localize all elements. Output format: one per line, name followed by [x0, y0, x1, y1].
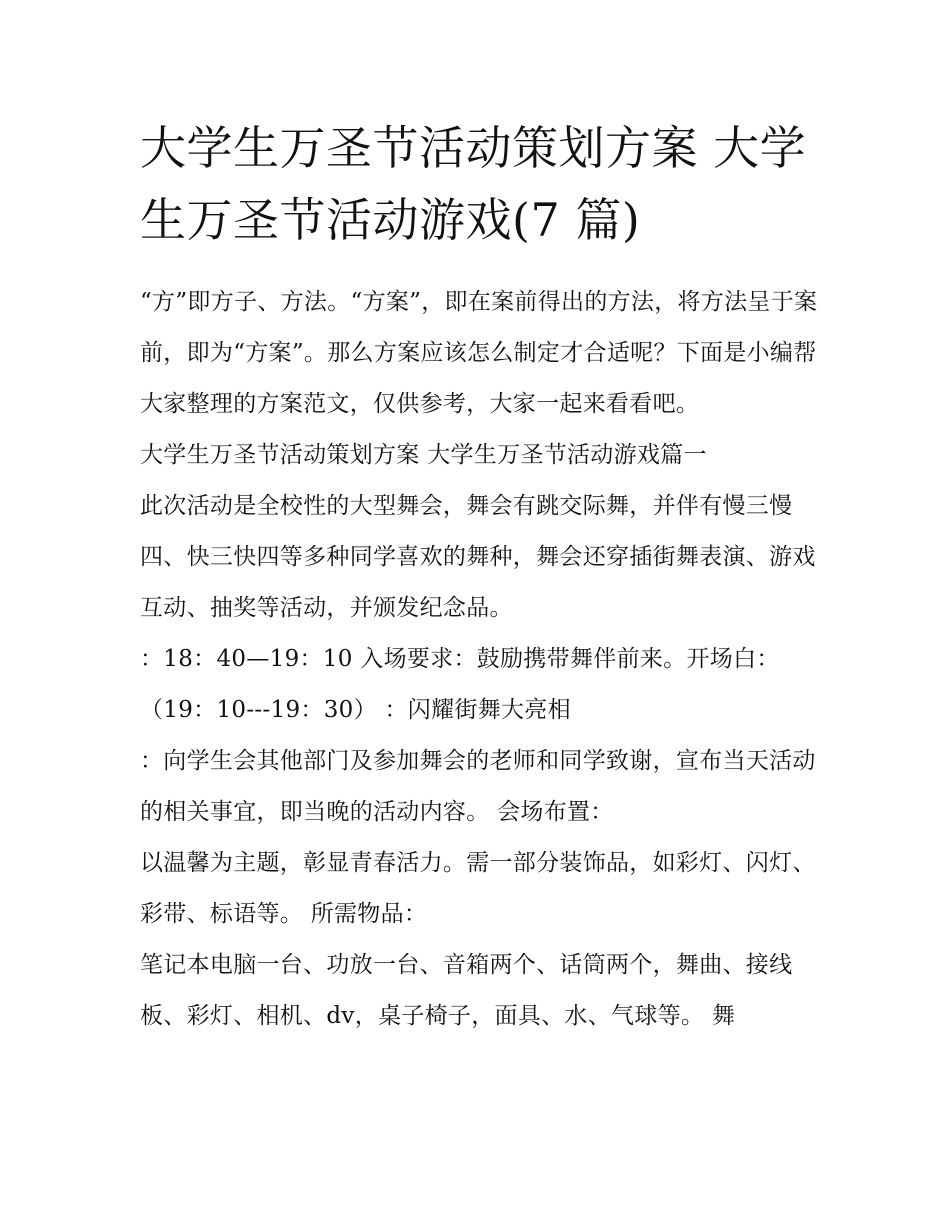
- section-heading: 大学生万圣节活动策划方案 大学生万圣节活动游戏篇一: [140, 442, 707, 468]
- paragraph-decoration: 以温馨为主题，彰显青春活力。需一部分装饰品，如彩灯、闪灯、彩带、标语等。 所需物品：: [140, 850, 816, 927]
- paragraph-items: 笔记本电脑一台、功放一台、音箱两个、话筒两个，舞曲、接线板、彩灯、相机、dv，桌子椅子，面具、水、气球等。 舞: [140, 952, 793, 1029]
- paragraph-schedule-entry: ：18：40—19：10 入场要求：鼓励携带舞伴前来。开场白：: [140, 646, 780, 672]
- paragraph-thanks: ：向学生会其他部门及参加舞会的老师和同学致谢，宣布当天活动的相关事宜，即当晚的活动内容。 会场布置：: [140, 748, 816, 825]
- paragraph-intro: “方”即方子、方法。“方案”，即在案前得出的方法，将方法呈于案前，即为“方案”。那么方案应该怎么制定才合适呢？下面是小编帮大家整理的方案范文，仅供参考，大家一起来看看吧。: [140, 289, 818, 417]
- paragraph-activity: 此次活动是全校性的大型舞会，舞会有跳交际舞，并伴有慢三慢四、快三快四等多种同学喜欢的舞种，舞会还穿插街舞表演、游戏互动、抽奖等活动，并颁发纪念品。: [140, 493, 816, 621]
- paragraph-schedule-dance: （19：10---19：30） ：闪耀街舞大亮相: [140, 697, 571, 723]
- document-body: [140, 277, 820, 1042]
- document-title: 大学生万圣节活动策划方案 大学生万圣节活动游戏(7 篇): [140, 121, 807, 247]
